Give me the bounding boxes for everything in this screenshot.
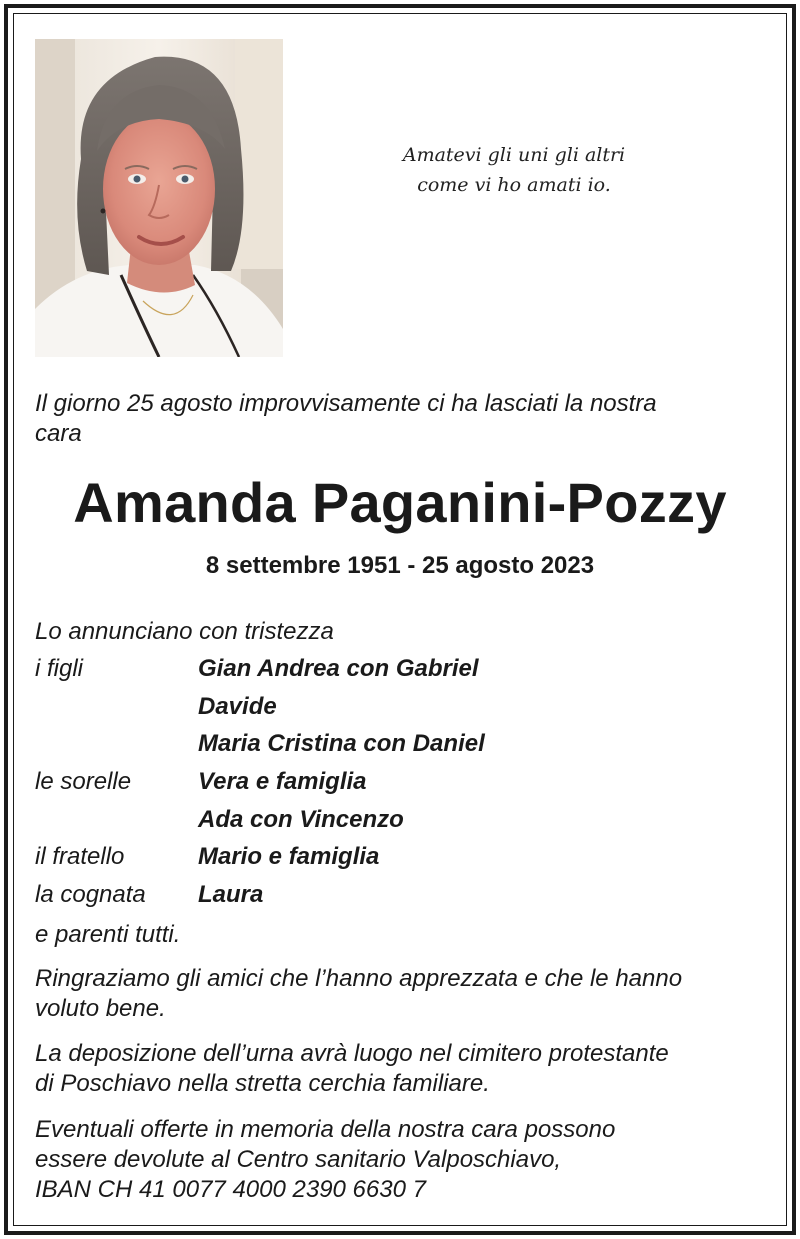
family-member: Ada con Vincenzo [198,805,404,833]
thanks-line-2: voluto bene. [35,995,166,1022]
family-member: Maria Cristina con Daniel [198,730,485,758]
announcement-text: Lo annunciano con tristezza [35,618,334,645]
iban-line: IBAN CH 41 0077 4000 2390 6630 7 [35,1176,426,1203]
intro-text [35,389,775,449]
burial-paragraph [35,1039,775,1099]
intro-line-2: cara [35,420,82,447]
bible-quote [380,140,648,200]
life-dates: 8 settembre 1951 - 25 agosto 2023 [205,552,595,579]
burial-line-2: di Poschiavo nella stretta cerchia familiare. [35,1070,490,1097]
family-row [35,805,775,843]
family-member: Davide [198,692,277,720]
burial-line-1: La deposizione dell’urna avrà luogo nel cimitero protestante [35,1040,669,1067]
family-relation: la cognata [35,881,146,909]
deceased-name: Amanda Paganini-Pozzy [73,471,727,534]
family-relation: le sorelle [35,768,132,796]
donations-line-1: Eventuali offerte in memoria della nostra cara possono [35,1116,616,1143]
donations-line-2: essere devolute al Centro sanitario Valposchiavo, [35,1146,562,1173]
family-relation: il fratello [35,843,125,871]
family-member: Vera e famiglia [198,768,367,796]
thanks-line-1: Ringraziamo gli amici che l’hanno apprezzata e che le hanno [35,965,683,992]
portrait-photo [35,39,283,357]
donations-paragraph [35,1115,775,1205]
family-member: Mario e famiglia [198,843,380,871]
family-row [35,880,775,918]
quote-line-1: Amatevi gli uni gli altri [402,144,626,166]
quote-line-2: come vi ho amati io. [417,174,611,196]
family-row [35,729,775,767]
family-member: Gian Andrea con Gabriel [198,655,479,682]
intro-line-1: Il giorno 25 agosto improvvisamente ci ha lasciati la nostra [35,390,657,417]
family-member: Laura [198,881,264,909]
relatives-text: e parenti tutti. [35,921,181,948]
family-row [35,767,775,805]
family-row [35,654,775,692]
family-relation: i figli [35,655,84,682]
family-row [35,842,775,880]
family-row [35,692,775,730]
thanks-paragraph [35,964,775,1024]
family-list [35,654,775,918]
